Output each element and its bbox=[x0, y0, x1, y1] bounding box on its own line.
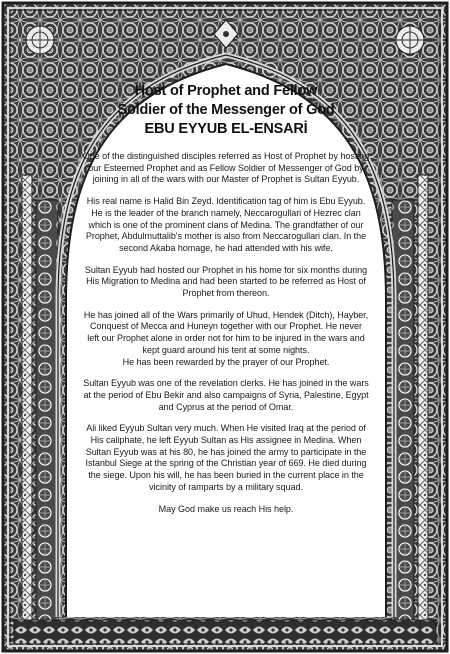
text-line: Prophet from thereon. bbox=[182, 288, 270, 299]
text-line: He has been rewarded by the prayer of our Prophet. bbox=[122, 356, 330, 367]
text-line: our Esteemed Prophet and as Fellow Soldier of Messenger of God by bbox=[88, 162, 364, 173]
paragraph bbox=[70, 378, 382, 413]
text-line: Sultan Eyyub was one of the revelation clerks. He has joined in the wars bbox=[83, 378, 369, 389]
text-line: Sultan Eyyub was at his 80, he has joined the army to participate in the bbox=[85, 446, 367, 457]
text-line: Ali liked Eyyub Sultan very much. When He visited Iraq at the period of bbox=[86, 423, 366, 434]
text-line: vicinity of ramparts by a military squad. bbox=[149, 481, 303, 492]
text-line: His caliphate, he left Eyyub Sultan as His assignee in Medina. When bbox=[90, 435, 362, 446]
closing-paragraph bbox=[70, 504, 382, 516]
paragraph bbox=[70, 151, 382, 186]
text-line: left our Prophet alone in order not for him to be injured in the wars and bbox=[87, 333, 365, 344]
title-line: Host of Prophet and Fellow bbox=[134, 83, 318, 99]
document-panel bbox=[66, 64, 386, 617]
text-line: at the period of Ebu Bekir and also campaigns of Syria, Palestine, Egypt bbox=[83, 389, 369, 400]
paragraph bbox=[70, 423, 382, 493]
text-line: joining in all of the wars with our Master of Prophet is Sultan Eyyub. bbox=[92, 174, 360, 185]
text-line: One of the distinguished disciples referred as Host of Prophet by hosting bbox=[82, 151, 370, 161]
text-line: Prophet, Abdulmuttalib's mother is also from Neccarogullari clan. In the bbox=[85, 231, 367, 242]
text-line: Conquest of Mecca and Huneyn together with our Prophet. He never bbox=[90, 321, 362, 332]
text-line: Istanbul Siege at the spring of the Christian year of 669. He died during bbox=[85, 458, 367, 469]
text-line: the siege. Upon his will, he has been buried in the current place in the bbox=[88, 470, 364, 481]
text-line: kept guard around his tent at some nights. bbox=[142, 344, 310, 355]
text-line: He is the leader of the branch namely, Neccarogullari of Hezrec clan bbox=[91, 207, 361, 218]
text-line: and Cyprus at the period of Omar. bbox=[158, 401, 294, 412]
text-line: Sultan Eyyub had hosted our Prophet in his home for six months during bbox=[84, 264, 368, 275]
paragraph bbox=[70, 265, 382, 300]
title-line: EBU EYYUB EL-ENSARİ bbox=[144, 121, 308, 137]
document-title bbox=[66, 82, 386, 139]
paragraph bbox=[70, 196, 382, 255]
document-body bbox=[66, 151, 386, 515]
paragraph bbox=[70, 310, 382, 369]
title-line: Soldier of the Messenger of God bbox=[117, 102, 335, 118]
text-line: May God make us reach His help. bbox=[158, 503, 294, 514]
text-line: He has joined all of the Wars primarily of Uhud, Hendek (Ditch), Hayber, bbox=[83, 309, 369, 320]
text-line: His real name is Halid Bin Zeyd. Identification tag of him is Ebu Eyyub. bbox=[86, 196, 366, 207]
text-line: His Migration to Medina and had been started to be referred as Host of bbox=[86, 276, 366, 287]
text-line: which is one of the prominent clans of Medina. The grandfather of our bbox=[88, 219, 364, 230]
text-line: second Akaba homage, he had attended with his wife. bbox=[119, 242, 333, 253]
